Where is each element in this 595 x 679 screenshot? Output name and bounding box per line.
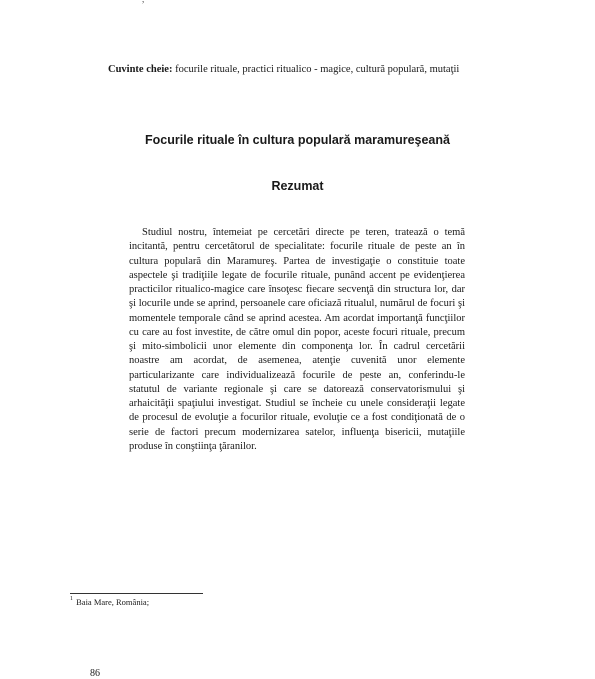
- footnote: [70, 597, 149, 607]
- keywords-line: [108, 64, 528, 75]
- page-number: 86: [90, 668, 100, 679]
- article-title: Focurile rituale în cultura populară maramureşeană: [145, 133, 450, 147]
- abstract-heading: Rezumat: [271, 179, 324, 193]
- keywords-label: Cuvinte cheie:: [108, 64, 173, 75]
- keywords-text: focurile rituale, practici ritualico - magice, cultură populară, mutaţii: [172, 64, 460, 75]
- footnote-separator: [70, 593, 203, 594]
- footnote-marker: 1: [70, 596, 73, 602]
- page-top-mark: [142, 0, 144, 4]
- abstract-paragraph: Studiul nostru, întemeiat pe cercetări directe pe teren, tratează o temă incitantă, pentru cercetătorul de specialitate: focurile rituale de peste an în cultura populară din Maramureş. Partea de investigaţie o constituie toate aspectele şi tradiţiile legate de focurile rituale, punând accent pe evidenţierea practicilor ritualico-magice care însoţesc fiecare secvenţă din structura lor, dar şi locurile unde se aprind, persoanele care oficiază ritualul, numărul de focuri şi momentele temporale când se aprind acestea. Am acordat importanţă funcţiilor cu care au fost investite, de către omul din popor, aceste focuri rituale, precum şi mito-simbolicii unor elemente din componenţa lor. În cadrul cercetării noastre am acordat, de asemenea, atenţie cuvenită unor elemente particularizante care individualizează focurile de peste an, conferindu-le statutul de variante regionale şi care se datorează conservatorismului şi arhaicităţii spaţiului investigat. Studiul se încheie cu unele consideraţii legate de procesul de evoluţie a focurilor rituale, evoluţie ce a fost condiţionată de o serie de factori precum modernizarea satelor, influenţa bisericii, mutaţiile produse în conştiinţa ţăranilor.: [129, 227, 465, 452]
- footnote-text: Baia Mare, România;: [74, 597, 150, 607]
